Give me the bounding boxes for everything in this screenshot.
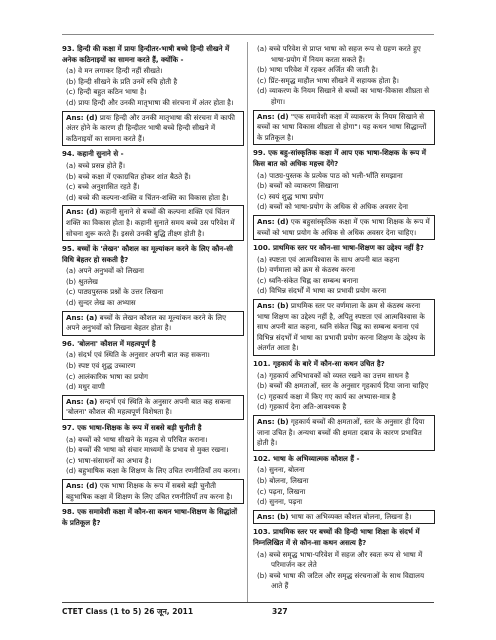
answer-box	[253, 299, 435, 356]
option-grid	[257, 465, 435, 507]
option: (c) आलंकारिक भाषा का प्रयोग	[66, 371, 149, 381]
footer-title: CTET Class (1 to 5) 26 जून, 2011	[62, 607, 194, 616]
question-text: बच्चों के 'लेखन' कौशल का मूल्यांकन करने के लिए कौन-सी विधि बेहतर हो सकती है?	[62, 244, 233, 264]
question-number: 98.	[62, 507, 75, 517]
answer-label: Ans: (b)	[257, 511, 289, 521]
option: (d) बहुभाषिक कक्षा के शिक्षण के लिए उचित रणनीतियाँ तय करना।	[66, 466, 241, 476]
question-text: प्राथमिक स्तर पर कौन-सा भाषा-शिक्षण का उद्देश्य नहीं है?	[273, 243, 424, 253]
question-text: कहानी सुनाने से -	[77, 149, 124, 159]
option: (d) बच्चे की कल्पना-शक्ति व चिंतन-शक्ति का विकास होता है।	[66, 192, 229, 202]
option: (a) बच्चे परिवेश से प्राप्त भाषा को सहज रूप से ग्रहण करते हुए भाषा-प्रयोग में नियम करता सकते हैं।	[257, 44, 421, 64]
option: (d) प्रायः हिन्दी और उनकी मातृभाषा की संरचना में अंतर होता है।	[66, 97, 234, 107]
question	[62, 244, 244, 265]
answer-label: Ans: (a)	[66, 396, 98, 406]
option: (b) बच्चे कक्षा में एकाग्रचित होकर शांत बैठते हैं।	[66, 171, 191, 181]
answer-text: गृहकार्य बच्चों की क्षमताओं, स्तर के अनुसार ही दिया जाना उचित है। अन्यथा बच्चों की क्षमता दबाव के कारण प्रभावित होती है।	[257, 417, 425, 448]
answer-label: Ans: (d)	[257, 111, 289, 121]
question-number: 96.	[62, 338, 75, 348]
answer-label: Ans: (d)	[257, 216, 289, 226]
answer-text: प्रायः हिन्दी और उनकी मातृभाषा की संरचना में काफी अंतर होने के कारण ही हिन्दीतर भाषी बच्चे हिन्दी सीखने में कठिनाइयों का सामना करते हैं।	[66, 112, 236, 143]
answer-text: सन्दर्भ एवं स्थिति के अनुसार अपनी बात कह सकना 'बोलना' कौशल की महत्वपूर्ण विशेषता है।	[66, 396, 231, 417]
option: (c) भाषा-संसाधनों का अभाव है।	[66, 455, 152, 465]
question-number: 93.	[62, 44, 75, 53]
answer-box	[253, 215, 435, 240]
option: (a) अपने अनुभवों को लिखना	[66, 266, 144, 276]
page-footer	[62, 602, 434, 616]
option: (d) मधुर वाणी	[66, 382, 105, 392]
question	[62, 339, 244, 350]
option: (c) स्वयं शुद्ध भाषा प्रयोग	[257, 191, 324, 201]
question-text: एक बहु-सांस्कृतिक कक्षा में आप एक भाषा-शिक्षक के रूप में किस बात को अधिक महत्त्व देंगे?	[253, 148, 426, 168]
question-text: गृहकार्य के बारे में कौन-सा कथन उचित है?	[273, 359, 385, 369]
answer-box	[62, 205, 244, 241]
option: (c) पढ़ना, लिखना	[257, 486, 306, 496]
question-text: 'बोलना' कौशल में महत्वपूर्ण है	[77, 338, 156, 348]
question-number: 101.	[253, 359, 271, 369]
option: (d) सुनना, पढ़ना	[257, 497, 303, 507]
question	[253, 527, 435, 548]
question-number: 99.	[253, 148, 266, 158]
question	[62, 149, 244, 160]
answer-label: Ans: (d)	[66, 112, 98, 122]
question-text: प्राथमिक स्तर पर बच्चों की हिन्दी भाषा शिक्षा के संदर्भ में निम्नलिखित में से कौन-सा कथन असत्य है?	[253, 527, 420, 547]
page-number: 327	[272, 607, 288, 616]
answer-text: बच्चों के लेखन कौशल का मूल्यांकन करने के लिए अपने अनुभवों को लिखना बेहतर होता है।	[66, 312, 227, 333]
option: (c) बच्चे अनुशासित रहते हैं।	[66, 182, 140, 192]
option: (a) वे मन लगाकर हिन्दी नहीं सीखते।	[66, 66, 163, 76]
question-number: 97.	[62, 423, 75, 432]
option: (c) गृहकार्य कक्षा में किए गए कार्य का अभ्यास-मात्र है	[257, 391, 396, 401]
question	[253, 243, 435, 254]
question	[62, 423, 244, 434]
question-text: एक समावेशी कक्षा में कौन-सा कथन भाषा-शिक्षण के सिद्धांतों के प्रतिकूल है?	[62, 507, 238, 527]
option: (b) बच्चों की क्षमताओं, स्तर के अनुसार गृहकार्य दिया जाना चाहिए	[257, 381, 429, 391]
option: (b) बोलना, लिखना	[257, 475, 309, 485]
option: (a) सुनना, बोलना	[257, 465, 305, 475]
option: (c) प्रिंट-समृद्ध माहौल भाषा सीखने में सहायक होता है।	[257, 75, 399, 85]
answer-box	[253, 510, 435, 525]
question-number: 94.	[62, 149, 75, 159]
answer-label: Ans: (d)	[66, 207, 98, 217]
option: (a) बच्चे समृद्ध भाषा-परिवेश में सहज और स्वतः रूप से भाषा में परिमार्जन कर लेते	[257, 549, 423, 570]
answer-box	[253, 415, 435, 451]
left-column	[62, 44, 244, 529]
answer-box	[62, 479, 244, 504]
question-text: भाषा के अभिव्यात्मक कौशल हैं -	[273, 453, 360, 463]
answer-text: "एक समावेशी कक्षा में व्याकरण के नियम सिखाने से बच्चों का भाषा विकास शीघ्रता से होगा"। यह कथन भाषा सिद्धान्तों के प्रतिकूल है।	[257, 111, 427, 142]
question	[253, 454, 435, 465]
answer-label: Ans: (d)	[66, 480, 98, 490]
option: (d) सुन्दर लेख का अभ्यास	[66, 298, 136, 308]
answer-label: Ans: (b)	[257, 301, 289, 311]
answer-text: प्राथमिक स्तर पर वर्णमाला के क्रम से कंठस्थ करना भाषा शिक्षण का उद्देश्य नहीं है, अपितु स्पष्टता एवं आत्मविश्वास के साथ अपनी बात कहना, ध्वनि संकेत चिह्न का सम्बन्ध बनाना एवं विभिन्न संदर्भों में भाषा का प्रभावी प्रयोग करना शिक्षण के उद्देश्य के अंतर्गत आता है।	[257, 301, 426, 353]
option: (a) बच्चे प्रसन्न होते हैं।	[66, 160, 126, 170]
answer-label: Ans: (b)	[257, 417, 289, 426]
option: (b) वर्णमाला को क्रम से कंठस्थ करना	[257, 265, 355, 275]
option: (b) श्रुतलेख	[66, 276, 98, 286]
option: (c) पाठ्यपुस्तक प्रश्नों के उत्तर लिखना	[66, 287, 164, 297]
question	[62, 44, 244, 65]
option: (a) बच्चों को भाषा सीखने के महत्व से परिचित कराना।	[66, 434, 208, 444]
answer-text: कहानी सुनाने से बच्चों की कल्पना शक्ति एवं चिंतन शक्ति का विकास होता है। कहानी सुनाते समय बच्चे उस परिवेश में सोचना शुरू करते हैं। इससे उनकी बुद्धि तीक्ष्ण होती है।	[66, 207, 235, 238]
answer-box	[62, 111, 244, 147]
option: (b) भाषा परिवेश में रहकर अर्जित की जाती है।	[257, 65, 378, 75]
option: (b) स्पष्ट एवं शुद्ध उच्चारण	[66, 361, 136, 371]
option: (d) गृहकार्य देना अति-आवश्यक है	[257, 402, 347, 412]
question	[253, 148, 435, 169]
option: (d) व्याकरण के नियम सिखाने से बच्चों का भाषा-विकास शीघ्रता से होगा।	[257, 86, 430, 106]
answer-text: भाषा का अभिव्यक्त कौशल बोलना, लिखना है।	[288, 511, 412, 521]
option: (b) बच्चों की भाषा को संचार माध्यमों के प्रभाव से मुक्त रखना।	[66, 445, 229, 455]
option: (a) संदर्भ एवं स्थिति के अनुसार अपनी बात कह सकना।	[66, 350, 210, 360]
question	[253, 359, 435, 370]
option: (a) स्पष्टता एवं आत्मविश्वास के साथ अपनी बात कहना	[257, 254, 400, 264]
option: (a) पाठ्य-पुस्तक के प्रत्येक पाठ को भली-भाँति समझाना	[257, 170, 403, 180]
answer-label: Ans: (a)	[66, 312, 98, 322]
header-rule	[62, 34, 434, 35]
answer-text: एक बहुसांस्कृतिक कक्षा में एक भाषा शिक्षक के रूप में बच्चों को भाषा प्रयोग के अधिक से अधिक अवसर देना चाहिए।	[257, 216, 430, 237]
answer-box	[62, 311, 244, 336]
answer-box	[253, 110, 435, 146]
question-text: हिन्दी की कक्षा में प्रायः हिन्दीतर-भाषी बच्चे हिन्दी सीखने में अनेक कठिनाइयों का सामना करते हैं, क्योंकि -	[62, 44, 230, 64]
question-number: 100.	[253, 243, 271, 253]
option: (c) ध्वनि-संकेत चिह्न का सम्बन्ध बनाना	[257, 275, 359, 285]
question	[62, 507, 244, 528]
question-number: 103.	[253, 527, 271, 537]
question-text: एक भाषा-शिक्षक के रूप में सबसे बड़ी चुनौती है	[77, 423, 202, 432]
option: (c) हिन्दी बहुत कठिन भाषा है।	[66, 87, 147, 97]
right-column	[253, 44, 435, 592]
question-number: 95.	[62, 244, 75, 254]
question-number: 102.	[253, 453, 271, 463]
option: (d) बच्चों को भाषा-प्रयोग के अधिक से अधिक अवसर देना	[257, 202, 408, 212]
answer-text: एक भाषा शिक्षक के रूप में सबसे बड़ी चुनौती बहुभाषिक कक्षा में शिक्षण के लिए उचित रणनीतियाँ तय करना है।	[66, 480, 233, 501]
answer-box	[62, 395, 244, 420]
option: (b) हिन्दी सीखने के प्रति उनमें रुचि होती है	[66, 76, 178, 86]
option: (b) बच्चे भाषा की जटिल और समृद्ध संरचनाओं के साथ विद्यालय आते हैं	[257, 570, 425, 591]
option: (d) विभिन्न संदर्भों में भाषा का प्रभावी प्रयोग करना	[257, 286, 387, 296]
column-divider	[247, 42, 248, 602]
option: (b) बच्चों को व्याकरण सिखाना	[257, 181, 339, 191]
option: (a) गृहकार्य अभिभावकों को व्यस्त रखने का उत्तम साधन है	[257, 370, 409, 380]
